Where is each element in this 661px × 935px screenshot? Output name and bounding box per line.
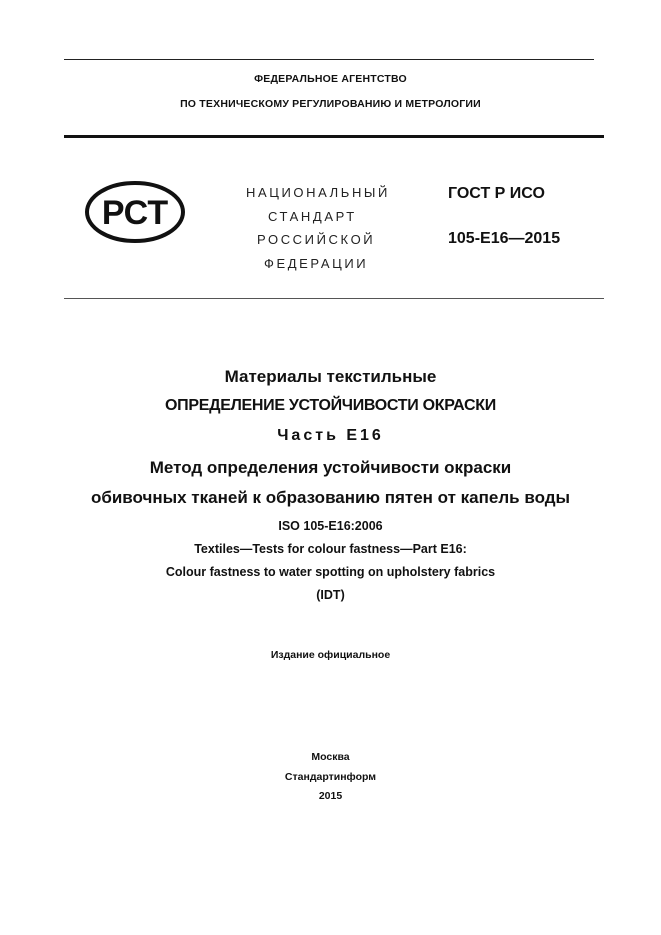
footer-publisher: Стандартинформ [284,771,377,783]
iso-reference: ISO 105-E16:2006 [278,519,383,533]
title-line-4: Метод определения устойчивости окраски [149,458,512,477]
rst-logo [84,180,186,244]
title-line-2: ОПРЕДЕЛЕНИЕ УСТОЙЧИВОСТИ ОКРАСКИ [165,397,496,414]
standard-type-line-4: ФЕДЕРАЦИИ [264,256,369,271]
gost-designation-line-2: 105-E16—2015 [448,230,561,247]
title-line-5: обивочных тканей к образованию пятен от капель воды [90,488,571,507]
rst-logo-text: РСТ [101,194,169,232]
agency-line-1: ФЕДЕРАЛЬНОЕ АГЕНТСТВО [254,73,407,85]
header-thick-rule [64,135,604,138]
standard-type-line-2: СТАНДАРТ [268,209,357,224]
footer-city: Москва [311,751,350,763]
standard-type-line-1: НАЦИОНАЛЬНЫЙ [246,185,390,200]
header-block-rule [64,298,604,299]
top-thin-rule [64,59,594,60]
title-part: Часть E16 [277,427,384,444]
idt-label: (IDT) [316,588,345,602]
english-title-line-2: Colour fastness to water spotting on upholstery fabrics [165,565,496,579]
english-title-line-1: Textiles—Tests for colour fastness—Part E16: [194,542,467,556]
edition-label: Издание официальное [270,649,391,661]
gost-designation-line-1: ГОСТ Р ИСО [448,185,545,202]
title-line-1: Материалы текстильные [224,367,437,386]
rst-logo-mark [84,180,186,244]
standard-type-line-3: РОССИЙСКОЙ [257,232,376,247]
footer-year: 2015 [318,790,343,802]
agency-line-2: ПО ТЕХНИЧЕСКОМУ РЕГУЛИРОВАНИЮ И МЕТРОЛОГИИ [180,98,481,110]
